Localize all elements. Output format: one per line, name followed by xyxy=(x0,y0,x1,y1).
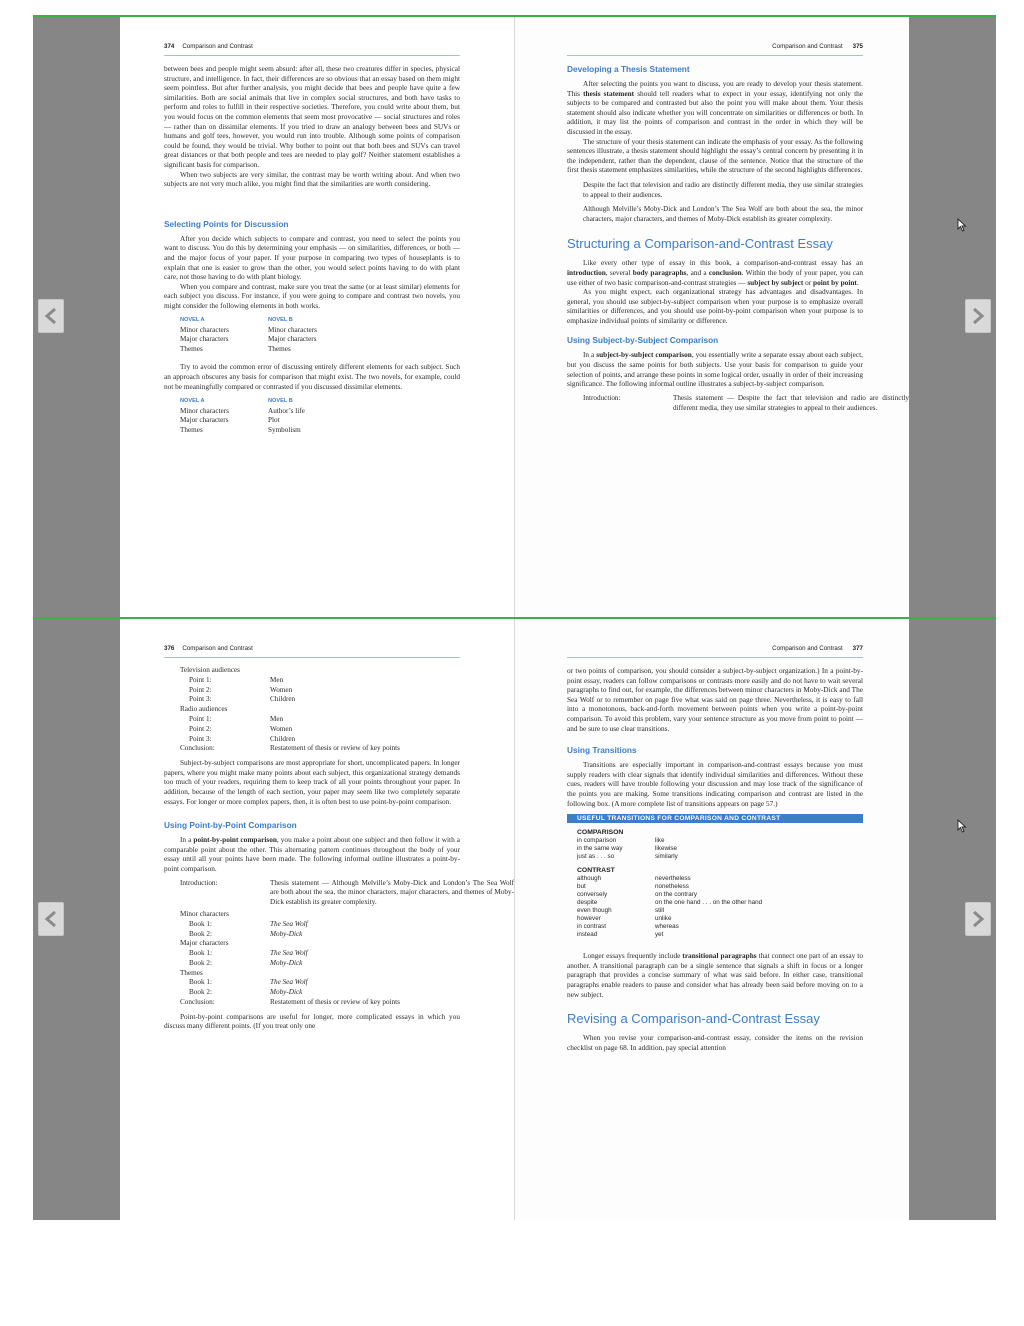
comparison-table xyxy=(180,397,514,435)
outline-label: Themes xyxy=(180,968,203,977)
page-number: 375 xyxy=(852,43,863,50)
outline-value: Women xyxy=(270,724,293,733)
outline-label: Point 3: xyxy=(189,695,212,704)
running-header xyxy=(567,645,863,658)
outline-label: Book 2: xyxy=(189,929,212,938)
box-section-label: COMPARISON xyxy=(577,829,624,837)
outline-value: Moby-Dick xyxy=(270,988,303,997)
outline-label: Point 1: xyxy=(189,675,212,684)
informal-outline xyxy=(180,879,514,1008)
viewer-spread-2 xyxy=(33,617,996,1220)
outline-label: Introduction: xyxy=(180,878,218,887)
transition-word: even though xyxy=(577,907,612,915)
outline-value xyxy=(270,910,514,920)
book-spread-374-375 xyxy=(120,17,909,618)
outline-value: Men xyxy=(270,714,284,723)
outline-label: Point 2: xyxy=(189,724,212,733)
outline-label: Major characters xyxy=(180,939,229,948)
transition-word: in contrast xyxy=(577,923,607,931)
transition-word: whereas xyxy=(655,923,679,931)
transition-word: yet xyxy=(655,931,664,939)
chevron-left-icon xyxy=(43,910,59,928)
prev-page-button[interactable] xyxy=(38,299,64,333)
section-heading: Using Subject-by-Subject Comparison xyxy=(567,335,719,346)
page-375 xyxy=(515,17,909,618)
paragraph: Like every other type of essay in this book, a comparison-and-contrast essay has an introduction, several body paragraphs, and a conclusion. Within the body of your paper, you can use either of two basic comparison-and-contrast strategies — subject by subject or point by point. xyxy=(567,258,864,287)
paragraph: After you decide which subjects to compare and contrast, you need to select the points you want to discuss. You do this by determining your emphasis — on similarities, differences, or both — and the major focus of your paper. If your purpose in comparing two types of houseplants is to explain that one is easier to grow than the other, you would select points having to do with plant care, not those having to do with plant biology. xyxy=(164,233,460,282)
example-quotes xyxy=(583,181,863,224)
outline-label: Minor characters xyxy=(180,909,229,918)
transition-word: still xyxy=(655,907,665,915)
paragraph: Transitions are especially important in comparison-and-contrast essays because you must supply readers with clear signals that identify individual similarities and differences. Without these cues, readers will have trouble following your discussion and may lose track of the significance of the points you are making. Some transitions indicating comparison and contrast are listed in the following box. (A more complete list of transitions appears on page 57.) xyxy=(567,760,863,808)
table-cell: Major characters xyxy=(180,335,229,344)
outline-value: Thesis statement — Despite the fact that television and radio are distinctly different media, they use similar strategies to appeal to their audiences. xyxy=(673,393,909,412)
paragraph: In a point-by-point comparison, you make a point about one subject and then follow it with a comparable point about the other. This alternating pattern continues throughout the body of your essay until all your points have been made. The following informal outline illustrates a point-by-point comparison. xyxy=(164,835,460,873)
running-header xyxy=(164,645,460,658)
outline-label: Book 1: xyxy=(189,949,212,958)
outline-value: The Sea Wolf xyxy=(270,978,308,987)
paragraph: or two points of comparison, you should consider a subject-by-subject organization.) In a point-by-point essay, readers can follow comparisons or contrasts more easily and do not have to wait several paragraphs to find out, for example, the differences between minor characters in Moby-Dick and The Sea Wolf or to remember on page five what was said on page three. Nevertheless, it is easy to fall into a monotonous, back-and-forth movement between points when you write a point-by-point comparison. To avoid this problem, vary your sentence structure as you move from point to point — and be sure to use clear transitions. xyxy=(567,666,863,733)
paragraph: between bees and people might seem absurd: after all, these two creatures differ in species, physical structure, and intelligence. In fact, their differences are so obvious that an essay based on them might seem pointless. But after further analysis, you might decide that bees and people have quite a few similarities. Both are social animals that live in complex social structures, and both have tasks to perform and roles to fulfill in their respective societies. Therefore, you could write about them, but you would focus on the common elements that seem most provocative — social structures and roles — rather than on dissimilar elements. If you tried to draw an analogy between bees and SUVs or humans and golf tees, however, you would run into trouble. Although some points of comparison could be found, they would be trivial. Why bother to point out that both bees and SUVs can travel great distances or that both people and tees are needed to play golf? Neither statement establishes a significant basis for comparison. xyxy=(164,64,460,169)
column-header: NOVEL B xyxy=(268,398,293,405)
outline-label: Book 1: xyxy=(189,978,212,987)
mouse-cursor-icon xyxy=(957,819,967,833)
transition-word: likewise xyxy=(655,845,678,853)
paragraph: When two subjects are very similar, the contrast may be worth writing about. And when two subjects are not very much alike, you might find that the similarities are worth considering. xyxy=(164,169,460,189)
informal-outline xyxy=(583,394,909,414)
outline-label: Conclusion: xyxy=(180,744,215,753)
page-374 xyxy=(120,17,514,618)
outline-value: Restatement of thesis or review of key points xyxy=(270,744,400,753)
transition-word: despite xyxy=(577,899,598,907)
next-page-button[interactable] xyxy=(965,299,991,333)
table-cell: Major characters xyxy=(180,416,229,425)
chapter-heading: Structuring a Comparison-and-Contrast Essay xyxy=(567,236,833,252)
paragraph: In a subject-by-subject comparison, you essentially write a separate essay about each subject, but you discuss the same points for both subjects. Use your basis for comparison to guide your selection of points, and arrange these points in some logical order, usually in order of their increasing significance. The following informal outline illustrates a subject-by-subject comparison. xyxy=(567,350,863,389)
transition-word: however xyxy=(577,915,601,923)
transition-word: in comparison xyxy=(577,837,617,845)
transitions-box xyxy=(567,814,863,939)
table-cell: Minor characters xyxy=(180,325,229,334)
box-section-label: CONTRAST xyxy=(577,867,615,875)
table-cell: Major characters xyxy=(268,335,317,344)
outline-value xyxy=(270,705,514,715)
paragraph: Longer essays frequently include transitional paragraphs that connect one part of an essay to another. A transitional paragraph can be a single sentence that signals a shift in focus or a longer paragraph that provides a concise summary of what was said before. In either case, transitional paragraphs enable readers to pause and consider what has already been said before moving on to a new subject. xyxy=(567,951,863,999)
running-head: Comparison and Contrast xyxy=(772,43,843,50)
transition-word: instead xyxy=(577,931,598,939)
page-number: 377 xyxy=(852,645,863,652)
outline-label: Television audiences xyxy=(180,666,240,674)
running-head: Comparison and Contrast xyxy=(182,645,253,652)
informal-outline xyxy=(180,666,514,754)
outline-label: Introduction: xyxy=(583,393,621,402)
outline-label: Point 2: xyxy=(189,685,212,694)
outline-value xyxy=(270,939,514,949)
chevron-right-icon xyxy=(970,910,986,928)
page-377 xyxy=(515,619,909,1220)
outline-value: The Sea Wolf xyxy=(270,919,308,928)
table-cell: Minor characters xyxy=(268,325,317,334)
quote: Although Melville’s Moby-Dick and London’s The Sea Wolf are both about the sea, the minor characters, major characters, and themes of Moby-Dick establish its greater complexity. xyxy=(583,205,863,223)
comparison-table xyxy=(180,316,514,354)
running-head: Comparison and Contrast xyxy=(772,645,843,652)
box-title: USEFUL TRANSITIONS FOR COMPARISON AND CONTRAST xyxy=(567,814,863,823)
book-spread-376-377 xyxy=(120,619,909,1220)
quote: Despite the fact that television and radio are distinctly different media, they use similar strategies to appeal to their audiences. xyxy=(583,180,863,199)
chevron-left-icon xyxy=(43,307,59,325)
transition-word: conversely xyxy=(577,891,608,899)
outline-value: Men xyxy=(270,675,284,684)
outline-value: Moby-Dick xyxy=(270,929,303,938)
outline-value: Women xyxy=(270,685,293,694)
column-header: NOVEL A xyxy=(180,398,205,405)
transition-word: but xyxy=(577,883,586,891)
outline-label: Book 1: xyxy=(189,919,212,928)
transition-word: although xyxy=(577,875,602,883)
paragraph: Try to avoid the common error of discussing entirely different elements for each subject. Such an approach obscures any basis for comparison that might exist. The two novels, for example, could not be meaningfully compared or contrasted if you discussed dissimilar elements. xyxy=(164,362,460,391)
paragraph: Subject-by-subject comparisons are most appropriate for short, uncomplicated papers. In longer papers, where you might make many points about each subject, this organizational strategy demands too much of your readers, requiring them to keep track of all your points throughout your paper. In addition, because of the length of each section, your paper may seem like two completely separate essays. For longer or more complex papers, then, it is often best to use point-by-point comparison. xyxy=(164,758,460,806)
paragraph: When you compare and contrast, make sure you treat the same (or at least similar) elements for each subject you discuss. For instance, if you were going to compare and contrast two novels, you might consider the following elements in both works. xyxy=(164,281,460,310)
outline-value: Thesis statement — Although Melville’s Moby-Dick and London’s The Sea Wolf are both about the sea, the minor characters, major characters, and themes of Moby-Dick establish its greater complexity. xyxy=(270,878,514,907)
page-376 xyxy=(120,619,514,1220)
outline-value: Children xyxy=(270,695,296,704)
chevron-right-icon xyxy=(970,307,986,325)
outline-value: Restatement of thesis or review of key points xyxy=(270,998,400,1007)
outline-label: Book 2: xyxy=(189,958,212,967)
paragraph: When you revise your comparison-and-contrast essay, consider the items on the revision checklist on page 68. In addition, pay special attention xyxy=(567,1033,863,1052)
paragraph: The structure of your thesis statement can indicate the emphasis of your essay. As the following sentences illustrate, a thesis statement should highlight the essay’s central concern by presenting it in the independent, rather than the dependent, clause of the sentence. Notice that the structure of the first thesis statement emphasizes similarities, while the structure of the second highlights differences. xyxy=(567,136,863,175)
outline-label: Radio audiences xyxy=(180,705,228,714)
transition-word: on the contrary xyxy=(655,891,698,899)
column-header: NOVEL B xyxy=(268,317,293,324)
transition-word: in the same way xyxy=(577,845,623,853)
mouse-cursor-icon xyxy=(957,218,967,232)
outline-label: Point 1: xyxy=(189,714,212,723)
outline-label: Conclusion: xyxy=(180,998,215,1007)
table-cell: Themes xyxy=(180,425,203,434)
next-page-button[interactable] xyxy=(965,902,991,936)
running-header xyxy=(164,43,460,56)
page-number: 374 xyxy=(164,43,175,50)
outline-value: The Sea Wolf xyxy=(270,949,308,958)
outline-value: Children xyxy=(270,734,296,743)
transition-word: unlike xyxy=(655,915,672,923)
outline-label: Point 3: xyxy=(189,734,212,743)
paragraph: As you might expect, each organizational strategy has advantages and disadvantages. In general, you should use subject-by-subject comparison when your purpose is to emphasize overall similarities or differences, and you should use point-by-point comparison when your purpose is to emphasize individual points of similarity or difference. xyxy=(567,287,863,325)
paragraph: Point-by-point comparisons are useful for longer, more complicated essays in which you discuss many different points. (If you treat only one xyxy=(164,1011,460,1031)
transition-word: on the one hand . . . on the other hand xyxy=(655,899,763,907)
section-heading: Using Point-by-Point Comparison xyxy=(164,820,297,831)
running-header xyxy=(567,43,863,56)
section-heading: Using Transitions xyxy=(567,745,637,756)
transition-word: nonetheless xyxy=(655,883,689,891)
paragraph: After selecting the points you want to discuss, you are ready to develop your thesis statement. This thesis statement should tell readers what to expect in your essay, identifying not only the subjects to be compared and contrasted but also the point you will make about them. Your thesis statement should also indicate whether you will concentrate on similarities or differences or both. In addition, it may list the points of comparison and contrast in the order in which they will be discussed in the essay. xyxy=(567,79,863,136)
table-cell: Plot xyxy=(268,416,280,425)
table-cell: Symbolism xyxy=(268,425,301,434)
chapter-heading: Revising a Comparison-and-Contrast Essay xyxy=(567,1011,820,1027)
transition-word: just as . . . so xyxy=(577,853,615,861)
table-cell: Minor characters xyxy=(180,406,229,415)
section-heading: Selecting Points for Discussion xyxy=(164,218,289,229)
page-number: 376 xyxy=(164,645,175,652)
table-cell: Themes xyxy=(180,344,203,353)
column-header: NOVEL A xyxy=(180,317,205,324)
outline-value xyxy=(270,666,514,676)
transition-word: like xyxy=(655,837,665,845)
transition-word: similarly xyxy=(655,853,678,861)
table-cell: Author’s life xyxy=(268,406,305,415)
transition-word: nevertheless xyxy=(655,875,691,883)
section-heading: Developing a Thesis Statement xyxy=(567,64,690,74)
running-head: Comparison and Contrast xyxy=(182,43,253,50)
prev-page-button[interactable] xyxy=(38,902,64,936)
outline-label: Book 2: xyxy=(189,988,212,997)
viewer-spread-1 xyxy=(33,15,996,618)
outline-value xyxy=(270,969,514,979)
table-cell: Themes xyxy=(268,344,291,353)
outline-value: Moby-Dick xyxy=(270,958,303,967)
